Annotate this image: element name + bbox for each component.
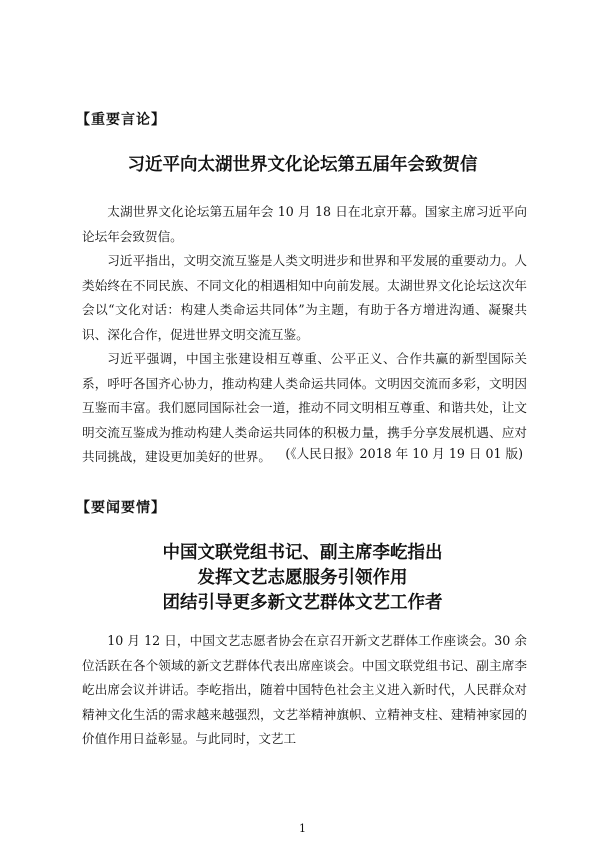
article-title: 习近平向太湖世界文化论坛第五届年会致贺信 <box>127 155 478 175</box>
section-tag-news: 【要闻要情】 <box>76 500 166 516</box>
news-title-line: 团结引导更多新文艺群体文艺工作者 <box>162 593 443 613</box>
news-title <box>60 541 545 616</box>
source-citation: (《人民日报》2018 年 10 月 19 日 01 版) <box>285 446 523 461</box>
paragraph: 太湖世界文化论坛第五届年会 10 月 18 日在北京开幕。国家主席习近平向论坛年会致贺信。 <box>82 204 527 244</box>
page-number: 1 <box>299 822 306 835</box>
section-tag-important-speech: 【重要言论】 <box>76 112 166 128</box>
paragraph: 习近平指出，文明交流互鉴是人类文明进步和世界和平发展的重要动力。人类始终在不同民族、不同文化的相遇相知中向前发展。太湖世界文化论坛这次年会以“文化对话：构建人类命运共同体”为主题，有助于各方增进沟通、凝聚共识、深化合作，促进世界文明交流互鉴。 <box>82 253 527 342</box>
paragraph: 习近平强调，中国主张建设相互尊重、公平正义、合作共赢的新型国际关系，呼吁各国齐心协力，推动构建人类命运共同体。文明因交流而多彩，文明因互鉴而丰富。我们愿同国际社会一道，推动不同文明相互尊重、和谐共处，让文明交流互鉴成为推动构建人类命运共同体的积极力量，携手分享发展机遇、应对共同挑战，建设更加美好的世界。 <box>82 351 527 464</box>
news-title-line: 发挥文艺志愿服务引领作用 <box>197 568 408 588</box>
paragraph: 10 月 12 日，中国文艺志愿者协会在京召开新文艺群体工作座谈会。30 余位活跃在各个领域的新文艺群体代表出席座谈会。中国文联党组书记、副主席李屹出席会议并讲话。李屹指出，随着中国特色社会主义进入新时代，人民群众对精神文化生活的需求越来越强烈，文艺举精神旗帜、立精神支柱、建精神家园的价值作用日益彰显。与此同时，文艺工 <box>82 633 527 746</box>
news-body <box>82 629 527 752</box>
article-body <box>82 200 527 470</box>
news-title-line: 中国文联党组书记、副主席李屹指出 <box>162 543 443 563</box>
